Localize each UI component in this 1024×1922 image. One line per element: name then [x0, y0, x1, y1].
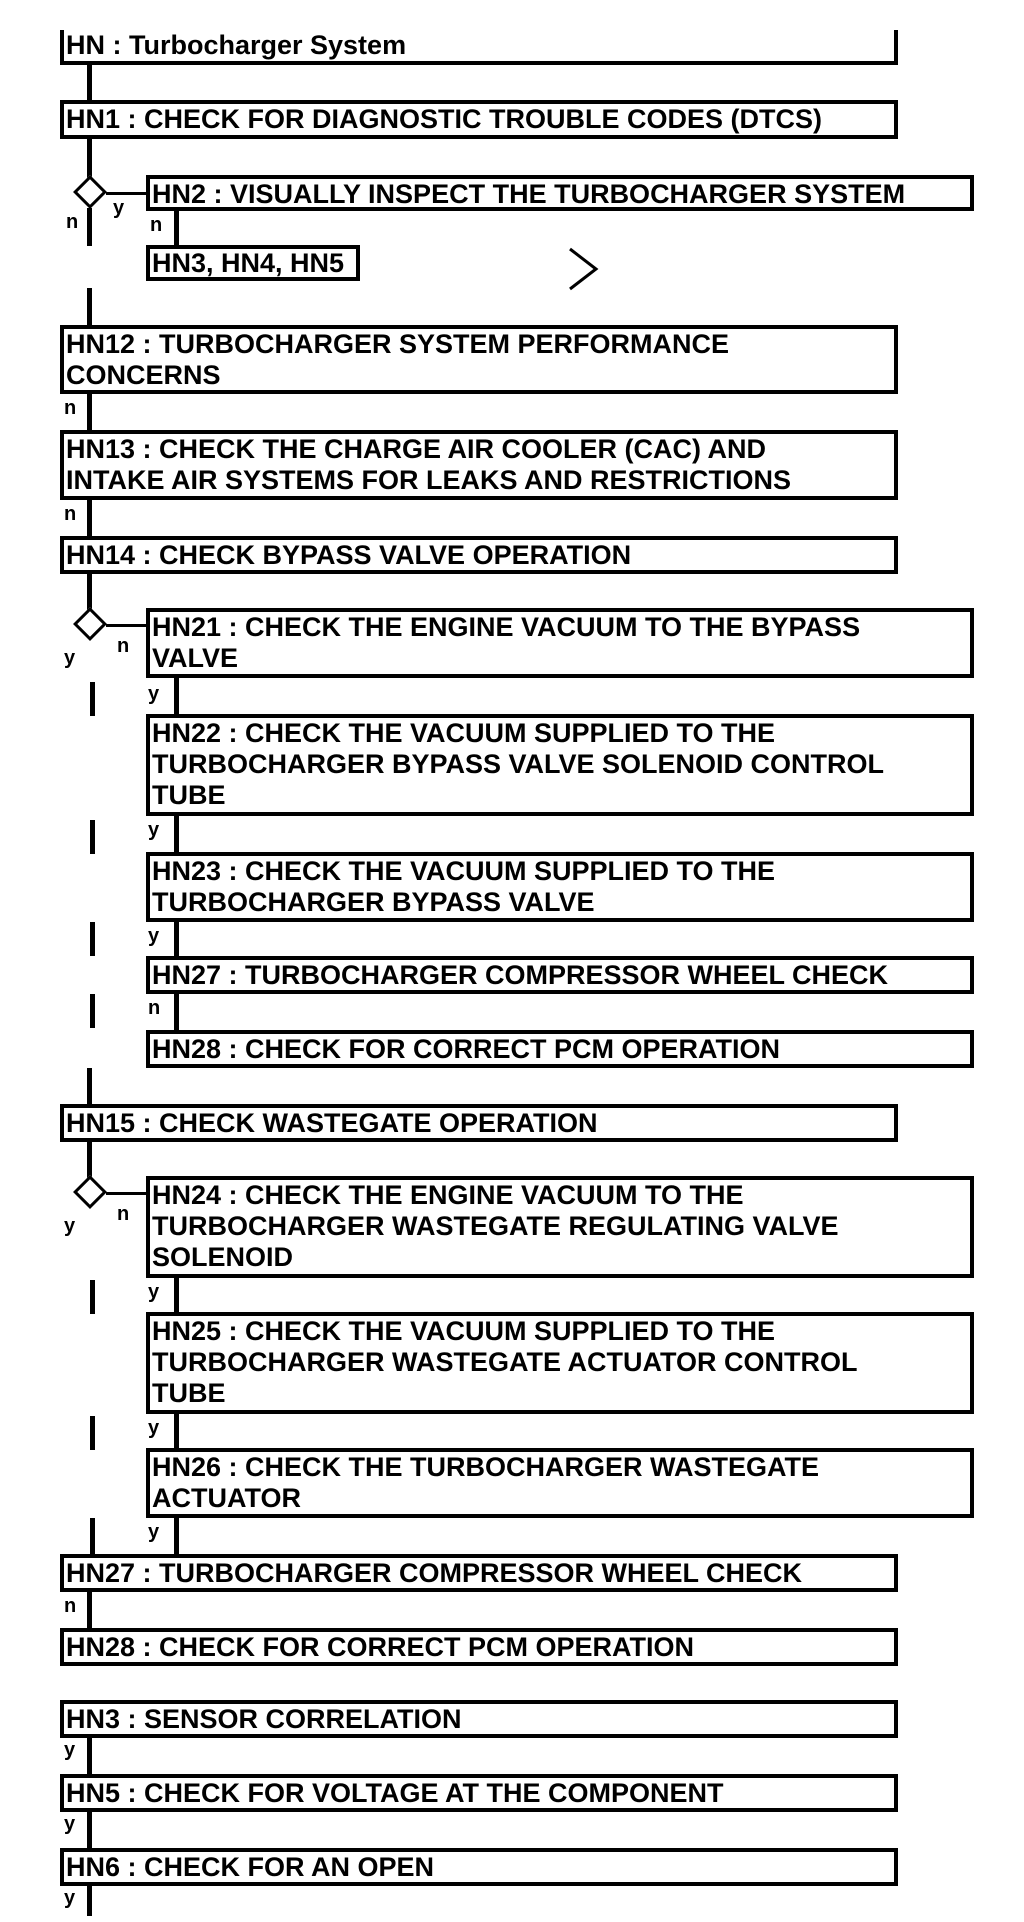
connector — [90, 922, 95, 956]
connector — [87, 288, 92, 325]
decision-diamond — [73, 1175, 107, 1209]
branch-label-yes: y — [64, 647, 76, 669]
step-text-line: VALVE — [152, 643, 239, 673]
connector — [87, 394, 92, 430]
step-hn23[interactable] — [146, 852, 974, 922]
step-hn28[interactable]: HN28 : CHECK FOR CORRECT PCM OPERATION — [60, 1628, 898, 1666]
chevron-right-icon[interactable] — [566, 245, 600, 293]
step-hn14[interactable]: HN14 : CHECK BYPASS VALVE OPERATION — [60, 536, 898, 574]
branch-label-yes: y — [148, 1417, 160, 1439]
step-hn3[interactable]: HN3 : SENSOR CORRELATION — [60, 1700, 898, 1738]
connector — [90, 1518, 95, 1554]
connector — [174, 816, 179, 852]
branch-label-yes: y — [148, 683, 160, 705]
branch-label-no: n — [66, 211, 79, 233]
step-text-line: HN21 : CHECK THE ENGINE VACUUM TO THE BYPASS — [152, 612, 861, 642]
step-text-line: TURBOCHARGER WASTEGATE REGULATING VALVE — [152, 1211, 839, 1241]
step-hn24[interactable] — [146, 1176, 974, 1278]
step-text-line: HN22 : CHECK THE VACUUM SUPPLIED TO THE — [152, 718, 776, 748]
step-text-line: HN12 : TURBOCHARGER SYSTEM PERFORMANCE — [66, 329, 730, 359]
step-text-line: HN25 : CHECK THE VACUUM SUPPLIED TO THE — [152, 1316, 776, 1346]
connector — [106, 192, 148, 195]
step-hn6[interactable]: HN6 : CHECK FOR AN OPEN — [60, 1848, 898, 1886]
connector — [106, 1192, 148, 1195]
branch-label-no: n — [64, 503, 77, 525]
step-hn25[interactable] — [146, 1312, 974, 1414]
decision-diamond — [73, 175, 107, 209]
step-hn22[interactable] — [146, 714, 974, 816]
connector — [90, 682, 95, 716]
step-text-line: TURBOCHARGER BYPASS VALVE SOLENOID CONTROL — [152, 749, 885, 779]
step-hn15[interactable]: HN15 : CHECK WASTEGATE OPERATION — [60, 1104, 898, 1142]
connector — [90, 820, 95, 854]
decision-diamond — [73, 607, 107, 641]
branch-label-yes: y — [113, 197, 125, 219]
branch-label-no: n — [64, 1595, 77, 1617]
step-text-line: CONCERNS — [66, 360, 221, 390]
step-text-line: SOLENOID — [152, 1242, 294, 1272]
connector — [174, 1414, 179, 1448]
connector — [87, 1068, 92, 1104]
branch-label-yes: y — [148, 1281, 160, 1303]
connector — [87, 1738, 92, 1774]
step-hn13[interactable] — [60, 430, 898, 500]
connector — [174, 678, 179, 714]
step-text-line: HN13 : CHECK THE CHARGE AIR COOLER (CAC) AND — [66, 434, 767, 464]
branch-label-no: n — [148, 997, 161, 1019]
connector — [87, 1812, 92, 1848]
connector — [174, 1278, 179, 1312]
step-text-line: HN26 : CHECK THE TURBOCHARGER WASTEGATE — [152, 1452, 820, 1482]
step-text-line: HN24 : CHECK THE ENGINE VACUUM TO THE — [152, 1180, 744, 1210]
branch-label-no: n — [117, 1203, 130, 1225]
connector — [87, 1142, 92, 1178]
step-hn2[interactable]: HN2 : VISUALLY INSPECT THE TURBOCHARGER SYSTEM — [146, 175, 974, 211]
page-title: HN : Turbocharger System — [60, 30, 898, 65]
branch-label-no: n — [117, 635, 130, 657]
step-hn12[interactable] — [60, 325, 898, 394]
connector — [87, 65, 92, 100]
connector — [174, 994, 179, 1030]
connector — [106, 624, 148, 627]
connector — [174, 211, 179, 245]
connector — [87, 1886, 92, 1916]
step-hn28[interactable]: HN28 : CHECK FOR CORRECT PCM OPERATION — [146, 1030, 974, 1068]
step-text-line: ACTUATOR — [152, 1483, 301, 1513]
branch-label-yes: y — [64, 1813, 76, 1835]
step-hn21[interactable] — [146, 608, 974, 678]
branch-label-no: n — [150, 214, 163, 236]
step-text-line: TUBE — [152, 780, 226, 810]
branch-label-yes: y — [64, 1739, 76, 1761]
connector — [174, 1518, 179, 1554]
step-text-line: INTAKE AIR SYSTEMS FOR LEAKS AND RESTRICTIONS — [66, 465, 792, 495]
connector — [87, 208, 92, 246]
step-hn26[interactable] — [146, 1448, 974, 1518]
connector — [174, 922, 179, 958]
branch-label-yes: y — [148, 1521, 160, 1543]
branch-label-yes: y — [148, 925, 160, 947]
branch-label-yes: y — [64, 1887, 76, 1909]
connector — [87, 574, 92, 610]
connector — [87, 139, 92, 179]
step-text-line: TUBE — [152, 1378, 226, 1408]
branch-label-yes: y — [148, 819, 160, 841]
step-text-line: TURBOCHARGER BYPASS VALVE — [152, 887, 595, 917]
branch-label-yes: y — [64, 1215, 76, 1237]
connector — [90, 1416, 95, 1450]
step-hn3-hn4-hn5[interactable]: HN3, HN4, HN5 — [146, 245, 360, 281]
step-hn5[interactable]: HN5 : CHECK FOR VOLTAGE AT THE COMPONENT — [60, 1774, 898, 1812]
step-text-line: TURBOCHARGER WASTEGATE ACTUATOR CONTROL — [152, 1347, 858, 1377]
connector — [87, 1592, 92, 1628]
connector — [90, 1280, 95, 1314]
step-hn27[interactable]: HN27 : TURBOCHARGER COMPRESSOR WHEEL CHECK — [146, 956, 974, 994]
connector — [87, 500, 92, 536]
branch-label-no: n — [64, 397, 77, 419]
step-hn27[interactable]: HN27 : TURBOCHARGER COMPRESSOR WHEEL CHECK — [60, 1554, 898, 1592]
connector — [90, 994, 95, 1028]
step-text-line: HN23 : CHECK THE VACUUM SUPPLIED TO THE — [152, 856, 776, 886]
step-hn1[interactable]: HN1 : CHECK FOR DIAGNOSTIC TROUBLE CODES (DTCS) — [60, 100, 898, 139]
